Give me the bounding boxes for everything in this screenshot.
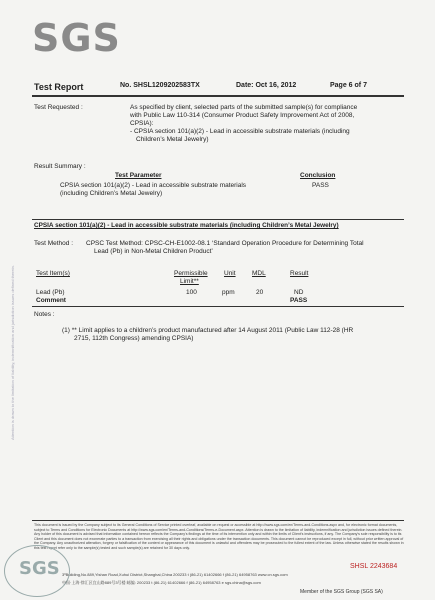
test-requested-label: Test Requested : [34, 104, 83, 111]
footer-disclaimer: This document is issued by the Company subject to its General Conditions of Service printed overleaf, available on request or accessible at http://www.sgs.com/en/Terms-and-Conditions.aspx and, for electronic format documents, subject to Terms and Conditions for Electronic Documents at http://www.sgs.com/en/Terms-and-Conditions/Terms-e-Document.aspx. Attention is drawn to the limitation of liability, indemnification and jurisdiction issues defined therein. Any holder of this document is advised that information contained hereon reflects the Company's findings at the time of its intervention only and within the limits of Client's instructions, if any. The Company's sole responsibility is to its Client and this document does not exonerate parties to a transaction from exercising all their rights and obligations under the transaction documents. This document cannot be reproduced except in full, without prior written approval of the Company. Any unauthorized alteration, forgery or falsification of the content or appearance of this document is unlawful and offenders may be prosecuted to the fullest extent of the law. Unless otherwise stated the results shown in this test report refer only to the sample(s) tested and such sample(s) are retained for 30 days only. [34, 523, 404, 550]
sgs-seal [4, 545, 70, 597]
col-test-item: Test Item(s) [36, 270, 70, 277]
test-method-label: Test Method : [34, 240, 74, 247]
summary-parameter-line: (including Children’s Metal Jewelry) [60, 190, 163, 197]
requested-line: - CPSIA section 101(a)(2) - Lead in accessible substrate materials (including [130, 128, 350, 135]
row-unit: ppm [222, 289, 235, 296]
row-result: ND [294, 289, 304, 296]
summary-parameter [60, 182, 290, 198]
notes-line: (1) ** Limit applies to a children’s product manufactured after 14 August 2011 (Public Law 112-28 (HR [62, 327, 354, 334]
row-mdl: 20 [256, 289, 264, 296]
notes-text [62, 327, 407, 343]
col-permissible-limit: Permissible [174, 270, 208, 277]
report-number: No. SHSL1209202583TX [120, 82, 200, 89]
method-line: Lead (Pb) in Non-Metal Children Product’ [94, 248, 213, 255]
row-limit: 100 [186, 289, 197, 296]
summary-conclusion: PASS [312, 182, 329, 189]
conclusion-header: Conclusion [300, 172, 336, 179]
test-requested-text [130, 104, 410, 144]
result-summary-label: Result Summary : [34, 163, 86, 170]
notes-label: Notes : [34, 311, 55, 318]
col-unit: Unit [224, 270, 236, 277]
header-rule [32, 95, 404, 97]
member-text: Member of the SGS Group (SGS SA) [300, 589, 383, 595]
footer-rule [32, 520, 404, 521]
section-title: CPSIA section 101(a)(2) - Lead in accessible substrate materials (including Children’s Metal Jewelry) [34, 222, 339, 229]
requested-line: with Public Law 110-314 (Consumer Product Safety Improvement Act of 2008, [130, 112, 355, 119]
requested-line: Children’s Metal Jewelry) [136, 136, 209, 143]
table-rule [32, 306, 404, 307]
col-permissible-limit-2: Limit** [180, 278, 199, 285]
comment-label: Comment [36, 297, 66, 304]
comment-value: PASS [290, 297, 308, 304]
serial-number: SHSL 2243684 [350, 563, 398, 570]
row-item: Lead (Pb) [36, 289, 65, 296]
sgs-logo: SGS [32, 16, 121, 60]
address-chinese: 中国·上海·徐汇区宜山路889号3号楼 邮编: 200233 t (86-21) 61402666 f (86-21) 64958763 e sgs.china@sgs.com [62, 580, 261, 585]
section-rule-top [32, 219, 404, 220]
side-disclaimer: Attention is drawn to the limitation of liability, indemnification and jurisdiction issues defined therein. [10, 265, 15, 440]
notes-line: 2715, 112th Congress) amending CPSIA) [74, 335, 194, 342]
method-line: CPSC Test Method: CPSC-CH-E1002-08.1 ‘Standard Operation Procedure for Determining Total [86, 240, 364, 247]
col-result: Result [290, 270, 309, 277]
report-date: Date: Oct 16, 2012 [236, 82, 297, 89]
report-title: Test Report [34, 82, 84, 92]
address-english: 3ºBuilding,No.889,Yishan Road,Xuhui District,Shanghai,China 200233 t (86-21) 61402666 f (86-21) 64958763 www.cn.sgs.com [62, 572, 288, 577]
col-mdl: MDL [252, 270, 266, 277]
test-method-text [86, 240, 406, 256]
page-number: Page 6 of 7 [330, 82, 367, 89]
requested-line: As specified by client, selected parts of the submitted sample(s) for compliance [130, 104, 358, 111]
seal-text: SGS [19, 558, 60, 579]
requested-line: CPSIA): [130, 120, 154, 127]
test-parameter-header: Test Parameter [115, 172, 162, 179]
summary-parameter-line: CPSIA section 101(a)(2) - Lead in accessible substrate materials [60, 182, 247, 189]
